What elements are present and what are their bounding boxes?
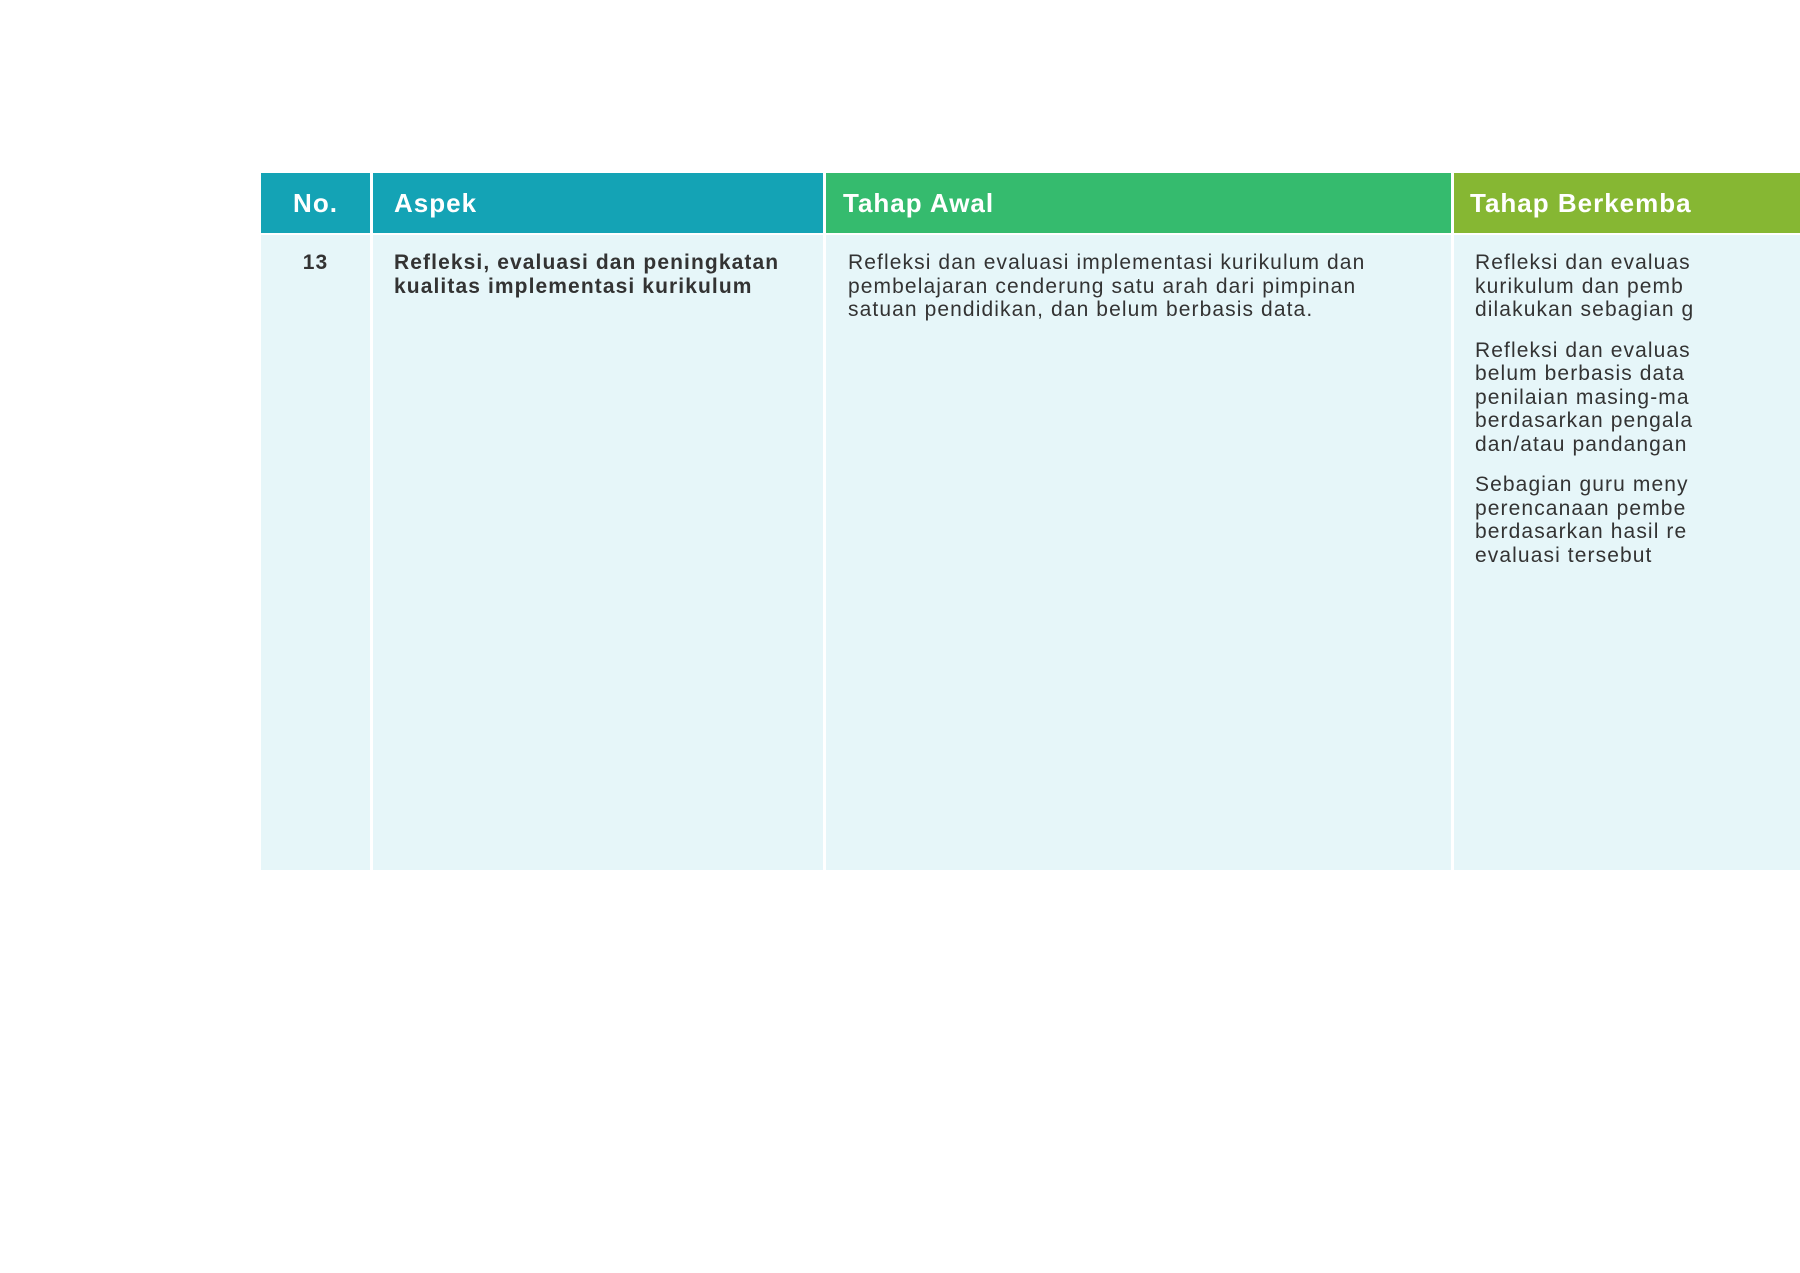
text-line: kurikulum dan pemb [1475,274,1684,298]
text-line: dan/atau pandangan [1475,432,1688,456]
text-line: Refleksi dan evaluas [1475,251,1691,274]
berkembang-paragraph-2 [1475,339,1800,457]
cell-no: 13 [261,235,370,870]
text-line: belum berbasis data [1475,362,1686,385]
text-line: Refleksi dan evaluas [1475,338,1691,362]
text-line: dilakukan sebagian g [1475,298,1695,321]
text-line: berdasarkan hasil re [1475,520,1688,543]
berkembang-paragraph-1 [1475,251,1800,322]
text-line: berdasarkan pengala [1475,409,1694,432]
header-aspek: Aspek [373,173,823,233]
header-no: No. [261,173,370,233]
cell-tahap-awal: Refleksi dan evaluasi implementasi kurikulum dan pembelajaran cenderung satu arah dari pimpinan satuan pendidikan, dan belum berbasis data. [826,235,1451,870]
berkembang-paragraph-3 [1475,473,1800,567]
cell-aspek: Refleksi, evaluasi dan peningkatan kualitas implementasi kurikulum [373,235,823,870]
text-line: Sebagian guru meny [1475,473,1689,496]
header-tahap-awal: Tahap Awal [826,173,1451,233]
cell-tahap-berkembang [1454,235,1800,870]
text-line: penilaian masing-ma [1475,385,1690,409]
text-line: evaluasi tersebut [1475,543,1653,567]
rubric-table [261,173,1800,870]
header-tahap-berkembang: Tahap Berkemba [1454,173,1800,233]
text-line: perencanaan pembe [1475,496,1687,520]
